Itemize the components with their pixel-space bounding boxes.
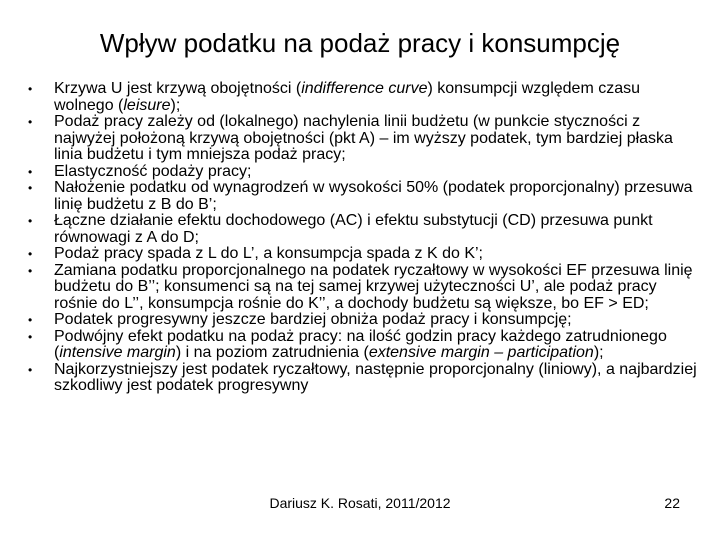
bullet-marker: •: [28, 313, 33, 327]
bullet-item: [28, 114, 700, 164]
bullet-item: [28, 312, 700, 329]
bullet-text-italic: intensive margin: [59, 344, 176, 361]
bullet-marker: •: [28, 181, 33, 195]
bullet-text: Elastyczność podaży pracy;: [54, 162, 252, 180]
bullet-text: Zamiana podatku proporcjonalnego na podatek ryczałtowy w wysokości EF przesuwa linię budżetu do B’’; konsumenci są na tej samej krzywej użyteczności U’, ale podaż pracy rośnie do L’’, konsumpcja rośnie do K’’, a dochody budżetu są większe, bo EF > ED;: [54, 261, 693, 312]
bullet-item: [28, 164, 700, 181]
bullet-item: [28, 81, 700, 114]
bullet-text: Podaż pracy spada z L do L’, a konsumpcja spada z K do K’;: [54, 245, 483, 262]
slide-title: Wpływ podatku na podaż pracy i konsumpcję: [99, 28, 621, 58]
bullet-item: [28, 362, 700, 395]
bullet-marker: •: [28, 362, 33, 377]
bullet-marker: •: [28, 82, 33, 96]
bullet-text: Łączne działanie efektu dochodowego (AC) i efektu substytucji (CD) przesuwa punkt równowagi z A do D;: [54, 212, 653, 246]
bullet-text: ) i na poziom zatrudnienia (: [175, 344, 369, 361]
bullet-text: Podwójny efekt podatku na podaż pracy: na ilość godzin pracy każdego zatrudnionego (: [54, 327, 667, 361]
bullet-text: Najkorzystniejszy jest podatek ryczałtowy, następnie proporcjonalny (liniowy), a najbardziej szkodliwy jest podatek progresywny: [54, 360, 697, 394]
bullet-text: Podatek progresywny jeszcze bardziej obniża podaż pracy i konsumpcję;: [54, 311, 572, 328]
bullet-item: [28, 263, 700, 313]
bullet-text-italic: indifference curve: [301, 80, 428, 97]
bullet-text: );: [170, 96, 181, 114]
bullet-item: [28, 246, 700, 263]
bullet-marker: •: [28, 247, 33, 261]
bullet-text: Krzywa U jest krzywą obojętności (: [54, 80, 302, 97]
bullet-text-italic: extensive margin – participation: [368, 344, 594, 361]
bullet-text: Podaż pracy zależy od (lokalnego) nachylenia linii budżetu (w punkcie styczności z najwyżej położoną krzywą obojętności (pkt A) – im wyższy podatek, tym bardziej płaska linia budżetu i tym mniejsza podaż pracy;: [54, 113, 673, 163]
bullet-text: );: [593, 344, 604, 361]
bullet-marker: •: [28, 263, 33, 278]
bullet-text: ) konsumpcji względem czasu wolnego (: [54, 80, 641, 114]
bullet-item: [28, 213, 700, 246]
bullet-marker: •: [28, 329, 33, 344]
bullet-item: [28, 180, 700, 213]
bullet-marker: •: [28, 164, 33, 179]
bullet-text: Nałożenie podatku od wynagrodzeń w wysokości 50% (podatek proporcjonalny) przesuwa linię budżetu z B do B’;: [54, 179, 693, 213]
bullet-marker: •: [28, 214, 33, 228]
bullet-text-italic: leisure: [123, 96, 171, 114]
slide-footer: Dariusz K. Rosati, 2011/2012: [269, 495, 451, 511]
bullet-item: [28, 329, 700, 362]
page-number: 22: [664, 495, 680, 511]
bullet-list: [28, 81, 700, 395]
bullet-marker: •: [28, 115, 33, 129]
